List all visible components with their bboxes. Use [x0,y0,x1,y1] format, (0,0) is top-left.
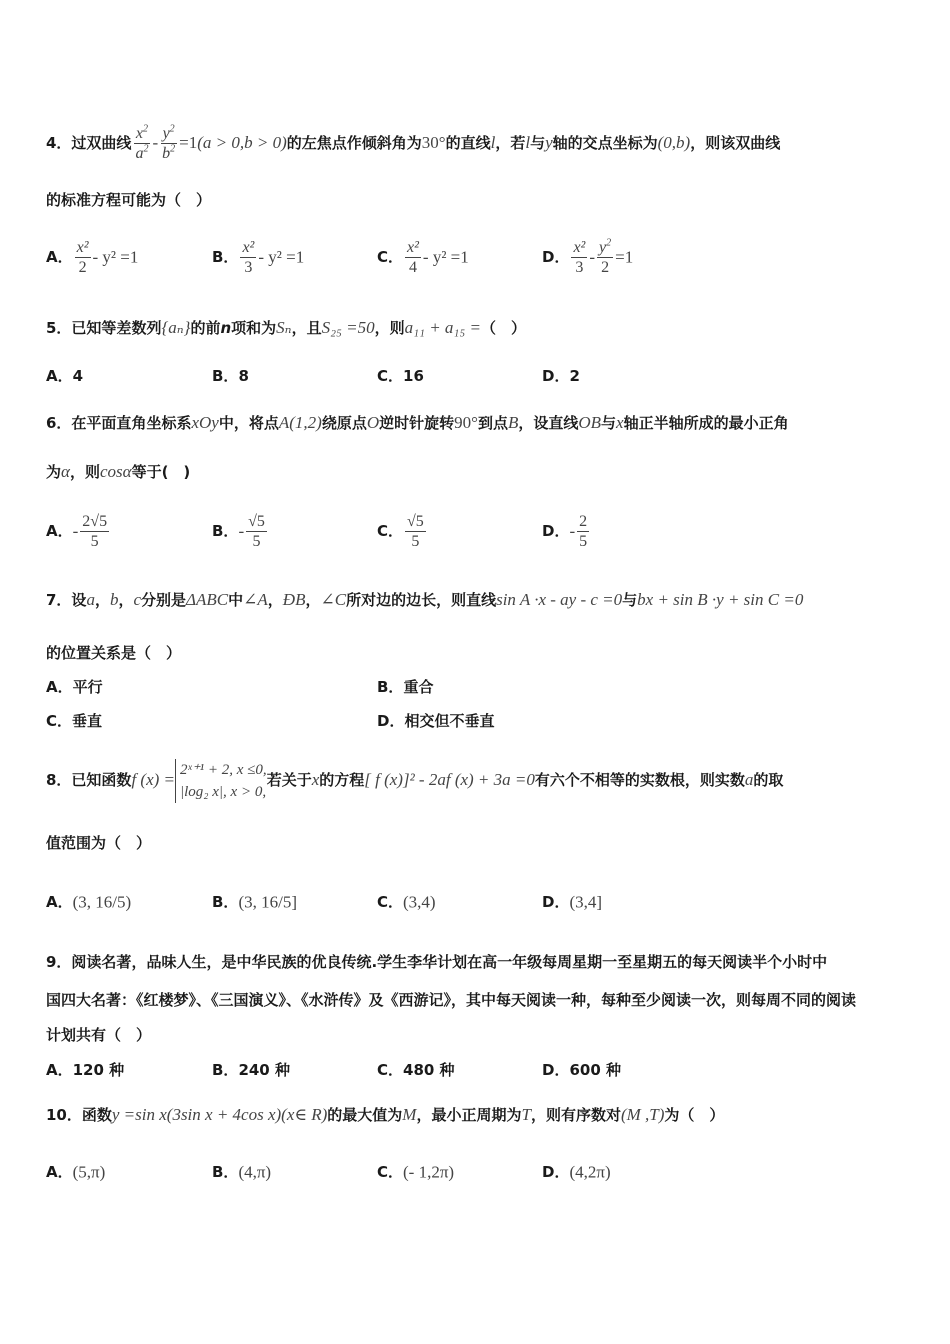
q10-option-b[interactable]: B．(4,π) [212,1162,272,1182]
q9-stem-line1: 9．阅读名著，品味人生，是中华民族的优良传统.学生李华计划在高一年级每周星期一至星期五的每天阅读半个小时中 [46,953,828,971]
q7-option-b[interactable]: B．重合 [377,678,434,696]
q4-option-b[interactable]: B． $\frac{\text{x²}}{3}$ - y² =1 [212,239,305,276]
q4-frac-y: $\frac{y^2}{b^2}$ [162,123,176,162]
q4-stem-line2: 的标准方程可能为（ ） [46,191,212,209]
q10-option-c[interactable]: C．(- 1,2π) [377,1162,455,1182]
q8-piecewise: 2ˣ⁺¹ + 2, x ≤0, |log₂ x|, x > 0, [175,759,267,803]
q7-option-a[interactable]: A．平行 [46,678,103,696]
q9-option-b[interactable]: B．240 种 [212,1061,290,1079]
q6-option-d[interactable]: D．- $\frac{2}{5}$ [542,513,588,550]
q5-stem: 5．已知等差数列{aₙ}的前n项和为Sₙ，且S₂₅ =50，则a₁₁ + a₁₅ =（ ） [46,318,526,337]
q8-option-b[interactable]: B．(3, 16/5] [212,892,297,912]
q7-option-d[interactable]: D．相交但不垂直 [377,712,495,730]
q6-stem: 6．在平面直角坐标系xOy中，将点A(1,2)绕原点O逆时针旋转90°到点B，设直线OB与x轴正半轴所成的最小正角 [46,413,789,432]
q9-option-c[interactable]: C．480 种 [377,1061,455,1079]
q5-option-b[interactable]: B．8 [212,367,249,385]
q4-option-c[interactable]: C． $\frac{\text{x²}}{4}$ - y² =1 [377,239,469,276]
q9-stem-line3: 计划共有（ ） [46,1026,152,1044]
q9-option-a[interactable]: A．120 种 [46,1061,125,1079]
q7-option-c[interactable]: C．垂直 [46,712,103,730]
q4-stem: 4．过双曲线 $\frac{x^2}{a^2}$ - $\frac{y^2}{b^2}$ =1(a > 0,b > 0)的左焦点作倾斜角为30°的直线l，若l与y轴的交点坐标为(0,b)，则该双曲线 [46,123,781,162]
q7-stem-line2: 的位置关系是（ ） [46,644,182,662]
q9-stem-line2: 国四大名著：《红楼梦》、《三国演义》、《水浒传》及《西游记》，其中每天阅读一种，每种至少阅读一次，则每周不同的阅读 [46,991,857,1009]
q8-option-a[interactable]: A．(3, 16/5) [46,892,132,912]
q7-stem: 7．设a，b，c分别是ΔABC中∠A，ÐB，∠C所对边的边长，则直线sin A ·x - ay - c =0与bx + sin B ·y + sin C =0 [46,590,804,609]
q9-option-d[interactable]: D．600 种 [542,1061,621,1079]
q6-option-a[interactable]: A．- $\frac{2√5}{5}$ [46,513,108,550]
q8-stem: 8．已知函数f (x) = 2ˣ⁺¹ + 2, x ≤0, |log₂ x|, x > 0, 若关于x的方程[ f (x)]² - 2af (x) + 3a =0有六个不相等的实数根，则实数a的取 [46,758,783,803]
q10-option-d[interactable]: D．(4,2π) [542,1162,611,1182]
q6-option-c[interactable]: C． $\frac{√5}{5}$ [377,513,424,550]
q10-stem: 10．函数y =sin x(3sin x + 4cos x)(x∈ R)的最大值为M，最小正周期为T，则有序数对(M ,T)为（ ） [46,1105,725,1124]
q6-option-b[interactable]: B．- $\frac{√5}{5}$ [212,513,265,550]
q4-frac-x: $\frac{x^2}{a^2}$ [135,123,149,162]
q8-option-c[interactable]: C．(3,4) [377,892,436,912]
q8-option-d[interactable]: D．(3,4] [542,892,603,912]
q5-option-a[interactable]: A．4 [46,367,84,385]
q4-option-a[interactable]: A． $\frac{\text{x²}}{2}$ - y² =1 [46,239,139,276]
q10-option-a[interactable]: A．(5,π) [46,1162,106,1182]
q5-option-d[interactable]: D．2 [542,367,580,385]
q5-option-c[interactable]: C．16 [377,367,424,385]
q6-stem-line2: 为α，则cosα等于( ) [46,462,191,481]
q4-option-d[interactable]: D． $\frac{\text{x²}}{3}$ - $\frac{y^2}{2}$ =1 [542,237,634,276]
q8-stem-line2: 值范围为（ ） [46,834,152,852]
